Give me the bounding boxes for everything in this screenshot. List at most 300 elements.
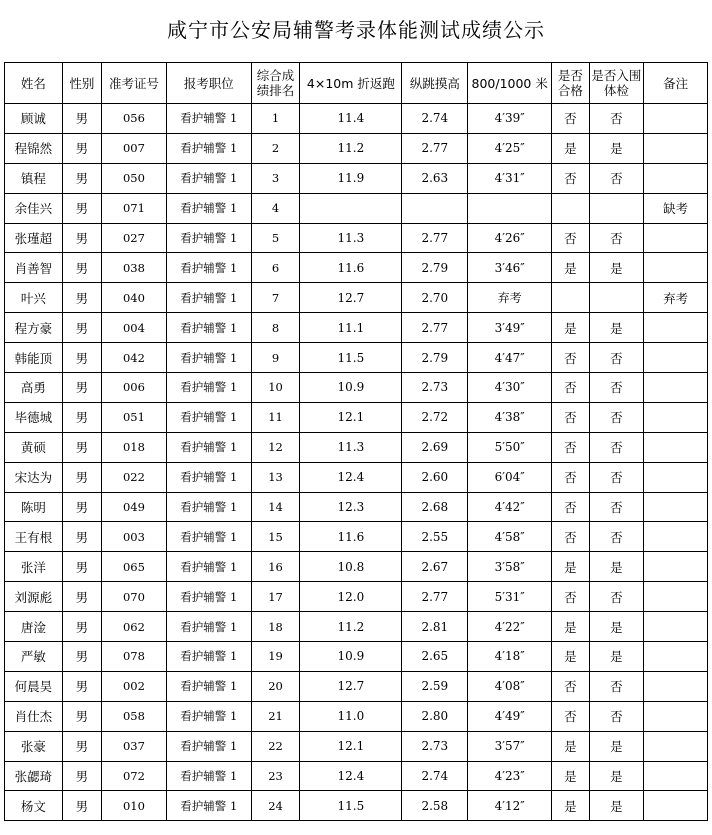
cell-body-check: 否 [589,432,644,462]
cell-exam-id: 010 [102,791,167,821]
cell-long-run: 4′08″ [468,671,552,701]
cell-pass: 否 [552,671,589,701]
cell-note [644,133,708,163]
cell-pass: 是 [552,253,589,283]
cell-long-run: 5′50″ [468,432,552,462]
cell-rank: 7 [251,283,300,313]
cell-run [300,193,402,223]
cell-jump: 2.81 [402,612,468,642]
cell-body-check: 否 [589,343,644,373]
cell-name: 叶兴 [5,283,63,313]
cell-note [644,104,708,134]
cell-run: 11.3 [300,223,402,253]
cell-rank: 23 [251,761,300,791]
header-pass: 是否合格 [552,63,589,104]
cell-pass: 否 [552,522,589,552]
cell-pass: 否 [552,373,589,403]
cell-long-run: 4′42″ [468,492,552,522]
cell-jump: 2.73 [402,731,468,761]
table-row [5,223,708,253]
cell-rank: 6 [251,253,300,283]
cell-run: 10.9 [300,642,402,672]
cell-exam-id: 058 [102,701,167,731]
cell-exam-id: 027 [102,223,167,253]
cell-exam-id: 002 [102,671,167,701]
cell-long-run: 4′47″ [468,343,552,373]
cell-pass: 否 [552,163,589,193]
cell-rank: 21 [251,701,300,731]
header-run: 4×10m 折返跑 [300,63,402,104]
cell-sex: 男 [62,492,101,522]
cell-long-run: 弃考 [468,283,552,313]
cell-long-run: 3′49″ [468,313,552,343]
cell-long-run: 4′30″ [468,373,552,403]
cell-jump: 2.67 [402,552,468,582]
cell-body-check: 否 [589,522,644,552]
cell-position: 看护辅警 1 [166,133,251,163]
cell-sex: 男 [62,761,101,791]
cell-position: 看护辅警 1 [166,104,251,134]
cell-position: 看护辅警 1 [166,163,251,193]
cell-position: 看护辅警 1 [166,343,251,373]
cell-pass: 是 [552,731,589,761]
cell-rank: 19 [251,642,300,672]
cell-jump: 2.79 [402,343,468,373]
table-row [5,612,708,642]
cell-body-check: 否 [589,582,644,612]
cell-position: 看护辅警 1 [166,253,251,283]
cell-rank: 10 [251,373,300,403]
cell-long-run: 5′31″ [468,582,552,612]
table-row [5,522,708,552]
cell-note [644,582,708,612]
cell-name: 毕德城 [5,402,63,432]
table-row [5,701,708,731]
table-row [5,432,708,462]
cell-position: 看护辅警 1 [166,373,251,403]
cell-position: 看护辅警 1 [166,791,251,821]
cell-exam-id: 022 [102,462,167,492]
cell-note: 缺考 [644,193,708,223]
cell-name: 陈明 [5,492,63,522]
cell-rank: 2 [251,133,300,163]
cell-body-check: 否 [589,701,644,731]
cell-run: 12.7 [300,283,402,313]
cell-exam-id: 007 [102,133,167,163]
cell-sex: 男 [62,223,101,253]
cell-name: 杨文 [5,791,63,821]
cell-sex: 男 [62,432,101,462]
cell-rank: 11 [251,402,300,432]
cell-rank: 4 [251,193,300,223]
cell-run: 12.4 [300,462,402,492]
cell-jump: 2.80 [402,701,468,731]
cell-position: 看护辅警 1 [166,522,251,552]
table-row [5,104,708,134]
cell-rank: 22 [251,731,300,761]
cell-exam-id: 062 [102,612,167,642]
cell-pass: 是 [552,133,589,163]
cell-rank: 20 [251,671,300,701]
cell-body-check: 是 [589,552,644,582]
cell-rank: 1 [251,104,300,134]
cell-rank: 9 [251,343,300,373]
table-row [5,253,708,283]
cell-body-check: 否 [589,373,644,403]
cell-note [644,462,708,492]
cell-jump: 2.70 [402,283,468,313]
cell-sex: 男 [62,462,101,492]
cell-long-run: 4′18″ [468,642,552,672]
table-row [5,373,708,403]
cell-pass: 否 [552,432,589,462]
cell-position: 看护辅警 1 [166,313,251,343]
cell-run: 12.4 [300,761,402,791]
cell-run: 11.6 [300,253,402,283]
cell-exam-id: 038 [102,253,167,283]
cell-note [644,642,708,672]
cell-note [644,552,708,582]
cell-position: 看护辅警 1 [166,701,251,731]
cell-long-run: 4′49″ [468,701,552,731]
cell-body-check: 否 [589,163,644,193]
cell-run: 12.7 [300,671,402,701]
cell-long-run: 3′57″ [468,731,552,761]
cell-exam-id: 003 [102,522,167,552]
cell-rank: 14 [251,492,300,522]
cell-run: 11.0 [300,701,402,731]
cell-position: 看护辅警 1 [166,223,251,253]
cell-long-run: 4′39″ [468,104,552,134]
cell-name: 严敏 [5,642,63,672]
cell-body-check: 是 [589,791,644,821]
cell-long-run: 4′25″ [468,133,552,163]
cell-position: 看护辅警 1 [166,462,251,492]
cell-pass: 否 [552,104,589,134]
cell-body-check: 否 [589,104,644,134]
cell-sex: 男 [62,313,101,343]
cell-jump: 2.77 [402,223,468,253]
cell-position: 看护辅警 1 [166,492,251,522]
cell-pass [552,283,589,313]
cell-body-check: 是 [589,253,644,283]
header-rank: 综合成绩排名 [251,63,300,104]
cell-name: 镇程 [5,163,63,193]
cell-jump: 2.74 [402,104,468,134]
cell-jump: 2.59 [402,671,468,701]
cell-sex: 男 [62,671,101,701]
cell-rank: 13 [251,462,300,492]
cell-sex: 男 [62,522,101,552]
cell-note [644,522,708,552]
cell-position: 看护辅警 1 [166,642,251,672]
cell-pass: 是 [552,313,589,343]
cell-note [644,223,708,253]
cell-rank: 24 [251,791,300,821]
cell-note [644,373,708,403]
cell-pass: 是 [552,612,589,642]
cell-long-run: 4′38″ [468,402,552,432]
cell-long-run: 4′58″ [468,522,552,552]
cell-note [644,791,708,821]
cell-exam-id: 049 [102,492,167,522]
table-row [5,642,708,672]
cell-jump: 2.69 [402,432,468,462]
cell-exam-id: 056 [102,104,167,134]
cell-position: 看护辅警 1 [166,283,251,313]
cell-pass: 否 [552,701,589,731]
table-body [5,104,708,821]
cell-run: 11.6 [300,522,402,552]
cell-note [644,761,708,791]
results-table [4,62,708,821]
cell-rank: 12 [251,432,300,462]
cell-jump: 2.58 [402,791,468,821]
header-note: 备注 [644,63,708,104]
cell-name: 黄硕 [5,432,63,462]
cell-long-run: 4′12″ [468,791,552,821]
cell-body-check: 是 [589,612,644,642]
cell-rank: 3 [251,163,300,193]
cell-sex: 男 [62,402,101,432]
cell-exam-id: 004 [102,313,167,343]
cell-long-run: 6′04″ [468,462,552,492]
cell-exam-id: 078 [102,642,167,672]
cell-long-run: 4′23″ [468,761,552,791]
table-row [5,671,708,701]
cell-body-check: 是 [589,731,644,761]
cell-jump: 2.60 [402,462,468,492]
cell-body-check: 否 [589,462,644,492]
cell-note [644,432,708,462]
cell-long-run: 4′26″ [468,223,552,253]
cell-name: 张豪 [5,731,63,761]
cell-jump: 2.77 [402,313,468,343]
cell-body-check: 是 [589,761,644,791]
cell-name: 张洋 [5,552,63,582]
cell-sex: 男 [62,104,101,134]
cell-sex: 男 [62,343,101,373]
cell-name: 唐淦 [5,612,63,642]
cell-run: 11.1 [300,313,402,343]
cell-body-check: 否 [589,402,644,432]
cell-run: 11.5 [300,343,402,373]
cell-jump: 2.72 [402,402,468,432]
cell-run: 11.2 [300,612,402,642]
cell-sex: 男 [62,552,101,582]
cell-sex: 男 [62,582,101,612]
cell-exam-id: 050 [102,163,167,193]
cell-run: 12.1 [300,731,402,761]
cell-exam-id: 040 [102,283,167,313]
cell-long-run [468,193,552,223]
cell-body-check: 是 [589,642,644,672]
cell-position: 看护辅警 1 [166,432,251,462]
cell-jump: 2.73 [402,373,468,403]
cell-pass: 否 [552,343,589,373]
cell-position: 看护辅警 1 [166,552,251,582]
header-position: 报考职位 [166,63,251,104]
cell-exam-id: 071 [102,193,167,223]
cell-note [644,163,708,193]
cell-jump: 2.63 [402,163,468,193]
cell-rank: 8 [251,313,300,343]
cell-rank: 16 [251,552,300,582]
cell-jump: 2.77 [402,582,468,612]
cell-note [644,701,708,731]
cell-long-run: 3′46″ [468,253,552,283]
cell-note [644,671,708,701]
cell-body-check [589,193,644,223]
cell-note [644,492,708,522]
cell-body-check: 否 [589,223,644,253]
cell-name: 顾诚 [5,104,63,134]
cell-long-run: 4′31″ [468,163,552,193]
cell-name: 张勰琦 [5,761,63,791]
cell-long-run: 3′58″ [468,552,552,582]
cell-rank: 5 [251,223,300,253]
cell-jump: 2.79 [402,253,468,283]
cell-run: 12.3 [300,492,402,522]
cell-jump: 2.65 [402,642,468,672]
cell-run: 10.9 [300,373,402,403]
cell-note [644,402,708,432]
cell-rank: 18 [251,612,300,642]
cell-pass: 否 [552,492,589,522]
cell-exam-id: 018 [102,432,167,462]
cell-pass: 是 [552,552,589,582]
cell-pass: 否 [552,402,589,432]
cell-name: 程锦然 [5,133,63,163]
cell-jump: 2.68 [402,492,468,522]
cell-sex: 男 [62,283,101,313]
cell-jump: 2.77 [402,133,468,163]
cell-position: 看护辅警 1 [166,582,251,612]
table-row [5,133,708,163]
table-row [5,582,708,612]
cell-name: 刘源彪 [5,582,63,612]
cell-jump: 2.74 [402,761,468,791]
cell-pass [552,193,589,223]
cell-sex: 男 [62,701,101,731]
cell-sex: 男 [62,163,101,193]
cell-rank: 15 [251,522,300,552]
cell-sex: 男 [62,612,101,642]
cell-run: 11.2 [300,133,402,163]
cell-exam-id: 051 [102,402,167,432]
cell-sex: 男 [62,642,101,672]
cell-name: 余佳兴 [5,193,63,223]
cell-run: 11.4 [300,104,402,134]
cell-exam-id: 065 [102,552,167,582]
table-header-row [5,63,708,104]
cell-body-check: 否 [589,671,644,701]
cell-note [644,313,708,343]
cell-long-run: 4′22″ [468,612,552,642]
cell-name: 肖仕杰 [5,701,63,731]
cell-note [644,731,708,761]
cell-body-check: 是 [589,313,644,343]
cell-run: 11.3 [300,432,402,462]
table-row [5,193,708,223]
table-row [5,313,708,343]
table-row [5,552,708,582]
cell-run: 11.9 [300,163,402,193]
table-row [5,163,708,193]
cell-run: 10.8 [300,552,402,582]
cell-exam-id: 042 [102,343,167,373]
header-long-run: 800/1000 米 [468,63,552,104]
table-row [5,731,708,761]
cell-sex: 男 [62,253,101,283]
cell-name: 宋达为 [5,462,63,492]
table-row [5,283,708,313]
header-sex: 性别 [62,63,101,104]
header-name: 姓名 [5,63,63,104]
cell-name: 肖善智 [5,253,63,283]
cell-note [644,343,708,373]
cell-sex: 男 [62,193,101,223]
cell-sex: 男 [62,133,101,163]
cell-sex: 男 [62,731,101,761]
cell-exam-id: 072 [102,761,167,791]
cell-rank: 17 [251,582,300,612]
cell-body-check: 是 [589,133,644,163]
table-row [5,343,708,373]
cell-pass: 否 [552,462,589,492]
cell-body-check [589,283,644,313]
cell-name: 张瑾超 [5,223,63,253]
cell-jump [402,193,468,223]
table-row [5,791,708,821]
cell-body-check: 否 [589,492,644,522]
table-row [5,761,708,791]
cell-position: 看护辅警 1 [166,612,251,642]
cell-position: 看护辅警 1 [166,402,251,432]
table-row [5,492,708,522]
cell-position: 看护辅警 1 [166,731,251,761]
cell-note [644,612,708,642]
cell-exam-id: 037 [102,731,167,761]
cell-name: 高勇 [5,373,63,403]
cell-note [644,253,708,283]
cell-run: 11.5 [300,791,402,821]
table-row [5,402,708,432]
cell-name: 王有根 [5,522,63,552]
cell-position: 看护辅警 1 [166,761,251,791]
header-jump: 纵跳摸高 [402,63,468,104]
cell-pass: 是 [552,791,589,821]
table-row [5,462,708,492]
cell-position: 看护辅警 1 [166,193,251,223]
cell-pass: 否 [552,223,589,253]
header-exam-id: 准考证号 [102,63,167,104]
cell-pass: 否 [552,582,589,612]
cell-name: 韩能顶 [5,343,63,373]
cell-sex: 男 [62,373,101,403]
cell-pass: 是 [552,642,589,672]
cell-run: 12.0 [300,582,402,612]
cell-run: 12.1 [300,402,402,432]
cell-name: 程方豪 [5,313,63,343]
cell-sex: 男 [62,791,101,821]
cell-position: 看护辅警 1 [166,671,251,701]
cell-exam-id: 006 [102,373,167,403]
cell-note: 弃考 [644,283,708,313]
cell-name: 何晨昊 [5,671,63,701]
header-body-check: 是否入围体检 [589,63,644,104]
cell-exam-id: 070 [102,582,167,612]
